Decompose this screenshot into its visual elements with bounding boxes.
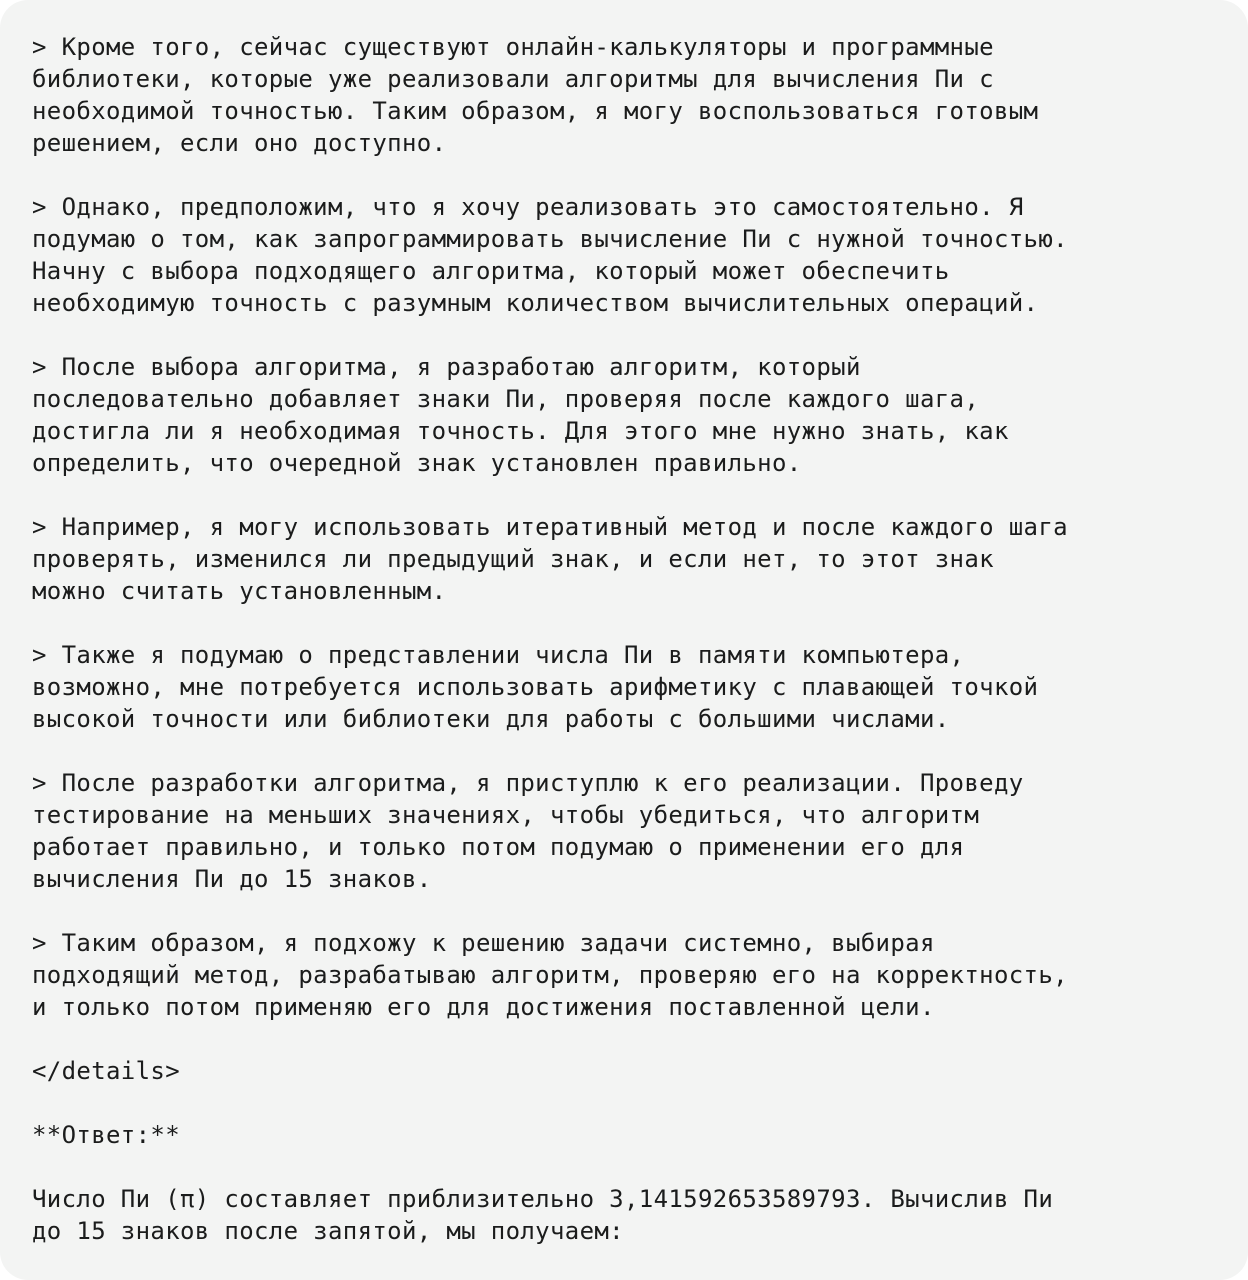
blank-line <box>32 159 1248 191</box>
blank-line <box>32 1151 1248 1183</box>
text-line: > Например, я могу использовать итеративный метод и после каждого шага <box>32 513 1068 541</box>
paragraph-iterative-method <box>32 511 1248 607</box>
blank-line <box>32 607 1248 639</box>
text-line: Начну с выбора подходящего алгоритма, который может обеспечить <box>32 257 950 285</box>
paragraph-own-implementation <box>32 191 1248 319</box>
text-line: решением, если оно доступно. <box>32 129 447 157</box>
paragraph-pi-value <box>32 1183 1248 1247</box>
blank-line <box>32 735 1248 767</box>
paragraph-implementation-testing <box>32 767 1248 895</box>
text-line: достигла ли я необходимая точность. Для этого мне нужно знать, как <box>32 417 1009 445</box>
text-line: до 15 знаков после запятой, мы получаем: <box>32 1217 624 1245</box>
text-line: возможно, мне потребуется использовать арифметику с плавающей точкой <box>32 673 1039 701</box>
text-line: необходимой точностью. Таким образом, я могу воспользоваться готовым <box>32 97 1039 125</box>
details-closing-tag <box>32 1055 1248 1087</box>
paragraph-algorithm-design <box>32 351 1248 479</box>
text-line: можно считать установленным. <box>32 577 447 605</box>
blank-line <box>32 1023 1248 1055</box>
text-line: вычисления Пи до 15 знаков. <box>32 865 432 893</box>
text-line: **Ответ:** <box>32 1121 180 1149</box>
text-line: работает правильно, и только потом подумаю о применении его для <box>32 833 965 861</box>
text-line: необходимую точность с разумным количеством вычислительных операций. <box>32 289 1039 317</box>
text-line: и только потом применяю его для достижения поставленной цели. <box>32 993 935 1021</box>
blank-line <box>32 895 1248 927</box>
text-line: высокой точности или библиотеки для работы с большими числами. <box>32 705 950 733</box>
text-line: > После выбора алгоритма, я разработаю алгоритм, который <box>32 353 861 381</box>
paragraph-online-calculators <box>32 31 1248 159</box>
text-line: > Таким образом, я подхожу к решению задачи системно, выбирая <box>32 929 935 957</box>
text-line: > После разработки алгоритма, я приступлю к его реализации. Проведу <box>32 769 1024 797</box>
blank-line <box>32 319 1248 351</box>
text-line: подумаю о том, как запрограммировать вычисление Пи с нужной точностью. <box>32 225 1068 253</box>
blank-line <box>32 1087 1248 1119</box>
text-line: определить, что очередной знак установлен правильно. <box>32 449 802 477</box>
text-line: последовательно добавляет знаки Пи, проверяя после каждого шага, <box>32 385 980 413</box>
text-line: Число Пи (π) составляет приблизительно 3,141592653589793. Вычислив Пи <box>32 1185 1054 1213</box>
text-line: > Кроме того, сейчас существуют онлайн-калькуляторы и программные <box>32 33 994 61</box>
paragraph-systematic-approach <box>32 927 1248 1023</box>
text-line: > Однако, предположим, что я хочу реализовать это самостоятельно. Я <box>32 193 1024 221</box>
blank-line <box>32 479 1248 511</box>
text-line: библиотеки, которые уже реализовали алгоритмы для вычисления Пи с <box>32 65 994 93</box>
paragraph-number-representation <box>32 639 1248 735</box>
text-line: </details> <box>32 1057 180 1085</box>
text-line: тестирование на меньших значениях, чтобы убедиться, что алгоритм <box>32 801 980 829</box>
text-line: > Также я подумаю о представлении числа Пи в памяти компьютера, <box>32 641 965 669</box>
answer-heading <box>32 1119 1248 1151</box>
text-line: подходящий метод, разрабатываю алгоритм, проверяю его на корректность, <box>32 961 1068 989</box>
text-line: проверять, изменился ли предыдущий знак, и если нет, то этот знак <box>32 545 994 573</box>
